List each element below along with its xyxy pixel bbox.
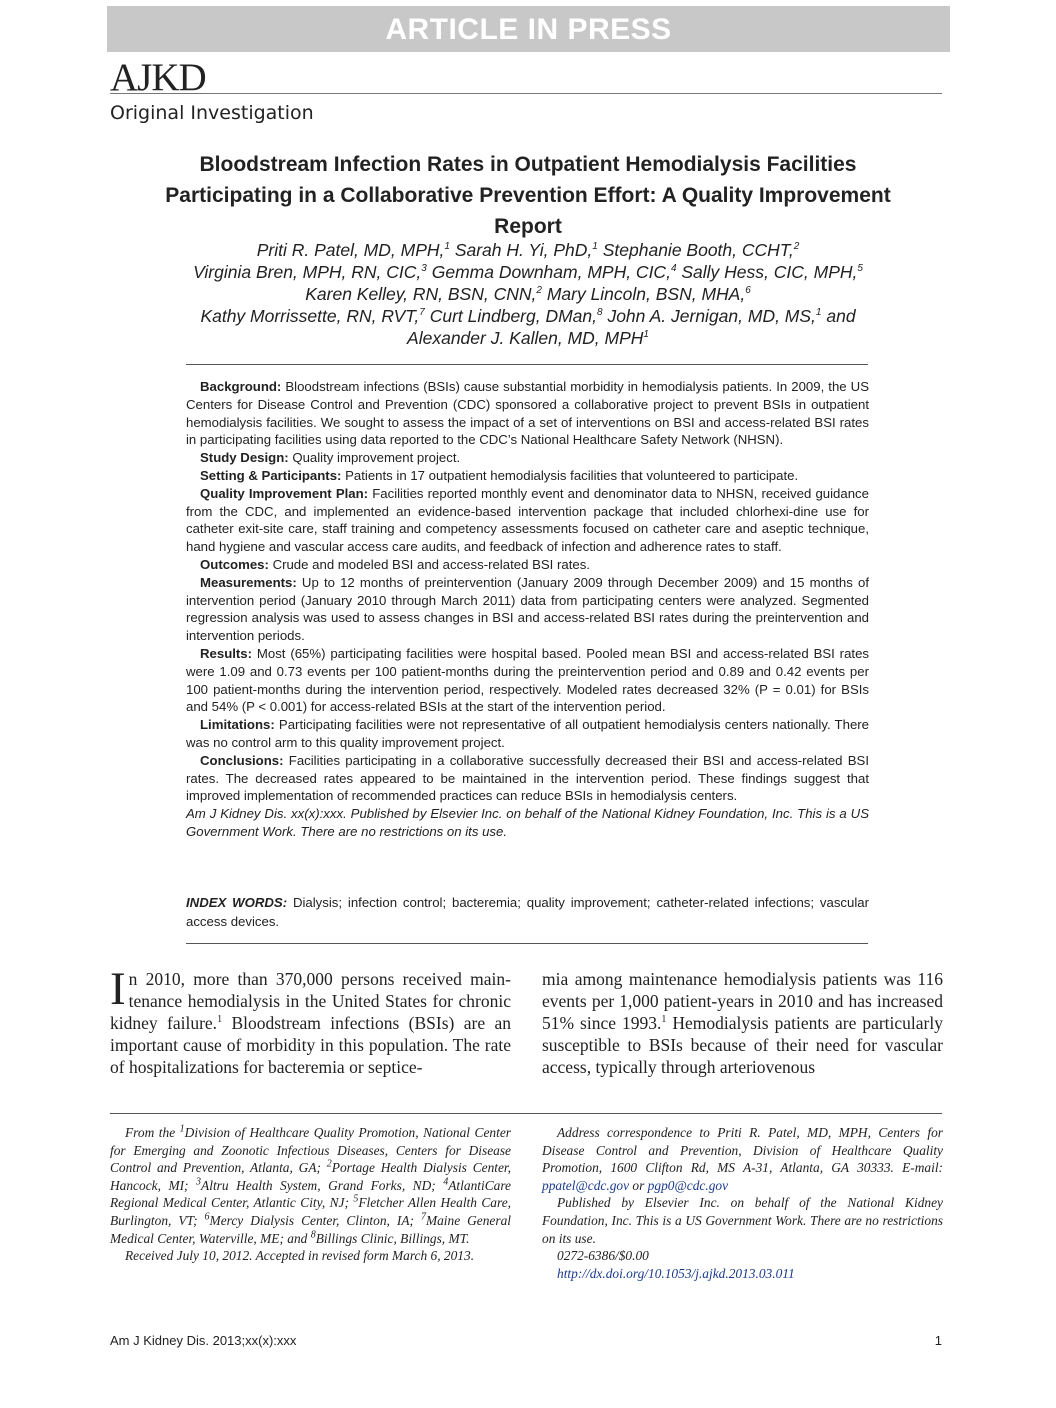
email-link[interactable]: ppatel@cdc.gov <box>542 1177 630 1193</box>
footnote-divider <box>110 1113 942 1114</box>
abstract-top-rule <box>186 364 868 365</box>
abstract-label: Limitations: <box>200 717 275 733</box>
abstract-text: Quality improvement project. <box>292 450 461 466</box>
body-text: Bloodstream infections (BSIs) are an important cause of morbidity in this population. The rate of hospitalizations for bacteremia or septice- <box>110 1013 511 1077</box>
abstract-label: Conclusions: <box>200 752 284 768</box>
abstract-label: Study Design: <box>200 450 289 466</box>
affiliation-marker: 4 <box>443 1176 449 1188</box>
page-number: 1 <box>934 1333 942 1348</box>
affiliation-marker: 4 <box>670 263 677 275</box>
abstract-text: Up to 12 months of preintervention (January 2009 through December 2009) and 15 months of intervention period (January 2010 through March 2011) data from participating centers were analyzed. Segmented regression analysis was used to assess changes in BSI and access-related BSI rates during the preintervention and intervention periods. <box>186 574 869 644</box>
received-dates: Received July 10, 2012. Accepted in revised form March 6, 2013. <box>125 1248 475 1264</box>
body-text: Hemodialysis patients are particularly susceptible to BSIs because of their need for vascular access, typically through arteriovenous <box>542 1013 943 1077</box>
footnote-text: Billings Clinic, Billings, MT. <box>315 1230 470 1246</box>
body-text: n 2010, more than 370,000 persons received main-tenance hemodialysis in the United States for chronic kidney failure. <box>110 969 511 1033</box>
affiliation-marker: 5 <box>353 1193 359 1205</box>
index-words-text: Dialysis; infection control; bacteremia; quality improvement; catheter-related infections; vascular access devices. <box>186 895 869 929</box>
footnote-text: Maine General Medical Center, Waterville, ME; and <box>110 1212 511 1246</box>
journal-logo: AJKD <box>110 56 206 99</box>
issn-price: 0272-6386/$0.00 <box>557 1248 649 1264</box>
abstract-study-design <box>186 449 869 467</box>
affiliation-marker: 1 <box>815 307 822 319</box>
reference-marker: 1 <box>217 1014 223 1026</box>
abstract-text: Crude and modeled BSI and access-related BSI rates. <box>272 556 590 572</box>
affiliation-marker: 2 <box>793 241 800 253</box>
affiliations <box>110 1124 511 1247</box>
abstract-text: Facilities reported monthly event and denominator data to NHSN, received guidance from the CDC, and implemented an evidence-based intervention package that included chlorhexi-dine use for catheter exit-site care, staff training and competency assessments focused on catheter care and aseptic technique, hand hygiene and vascular access care audits, and feedback of infection and adherence rates to staff. <box>186 485 869 555</box>
abstract-results <box>186 645 869 716</box>
affiliation-marker: 6 <box>745 285 751 297</box>
section-label: Original Investigation <box>110 102 314 124</box>
affiliation-marker: 3 <box>421 263 427 275</box>
footnote-text: Fletcher Allen Health Care, Burlington, VT; <box>110 1195 511 1228</box>
author-name: Curt Lindberg, DMan, <box>429 306 598 326</box>
abstract-text: Facilities participating in a collaborative successfully decreased their BSI and access-related BSI rates. The decreased rates appeared to be maintained in the intervention period. These findings suggest that improved implementation of recommended practices can reduce BSIs in hemodialysis centers. <box>186 752 869 804</box>
author-name: Alexander J. Kallen, MD, MPH <box>407 328 644 348</box>
footnote-text: From the <box>125 1125 180 1140</box>
author-name: Sarah H. Yi, PhD, <box>454 240 593 260</box>
abstract-plan <box>186 485 869 556</box>
footnote-text: AtlantiCare Regional Medical Center, Atlantic City, NJ; <box>110 1177 511 1211</box>
correspondence-address <box>542 1124 943 1194</box>
affiliation-marker: 7 <box>420 1211 426 1223</box>
abstract-text: Participating facilities were not representative of all outpatient hemodialysis centers nationally. There was no control arm to this quality improvement project. <box>186 717 870 750</box>
author-name: Karen Kelley, RN, BSN, CNN, <box>305 284 537 304</box>
author-name: Stephanie Booth, CCHT, <box>602 240 794 260</box>
index-words-label: INDEX WORDS: <box>186 895 288 910</box>
footnote-text: Portage Health Dialysis Center, Hancock, MI; <box>110 1160 512 1193</box>
affiliation-marker: 8 <box>310 1229 316 1241</box>
abstract-text: Most (65%) participating facilities were hospital based. Pooled mean BSI and access-related BSI rates were 1.09 and 0.73 events per 100 patient-months during the preintervention period and 0.89 and 0.42 events per 100 patient-months during the intervention period, respectively. Modeled rates decreased 32% (P = 0.01) for BSIs and 54% (P < 0.001) for access-related BSIs at the start of the intervention period. <box>186 645 869 715</box>
index-words <box>186 894 869 931</box>
abstract-background <box>186 378 869 449</box>
abstract-label: Results: <box>200 645 253 661</box>
author-conjunction: and <box>826 306 856 326</box>
author-name: Gemma Downham, MPH, CIC, <box>431 262 671 282</box>
footnote-text: Address correspondence to Priti R. Patel, MD, MPH, Centers for Disease Control and Prevention, Division of Healthcare Quality Promotion, 1600 Clifton Rd, MS A-31, Atlanta, GA 30333. E-mail: <box>542 1125 943 1176</box>
affiliation-marker: 2 <box>326 1158 332 1170</box>
abstract-label: Outcomes: <box>200 556 269 572</box>
author-name: Virginia Bren, MPH, RN, CIC, <box>193 262 422 282</box>
article-in-press-banner: ARTICLE IN PRESS <box>107 6 950 52</box>
abstract-limitations <box>186 716 869 752</box>
affiliation-marker: 6 <box>204 1211 210 1223</box>
abstract-text: Bloodstream infections (BSIs) cause substantial morbidity in hemodialysis patients. In 2009, the US Centers for Disease Control and Prevention (CDC) sponsored a collaborative project to prevent BSIs in outpatient hemodialysis facilities. We sought to assess the impact of a set of interventions on BSI and access-related BSI rates in participating facilities using data reported to the CDC’s National Healthcare Safety Network (NHSN). <box>186 379 869 448</box>
email-link[interactable]: pgp0@cdc.gov <box>647 1177 729 1193</box>
abstract-label: Quality Improvement Plan: <box>200 485 369 501</box>
abstract <box>186 378 869 841</box>
footnote-text: Altru Health System, Grand Forks, ND; <box>201 1177 444 1193</box>
abstract-label: Measurements: <box>200 574 297 590</box>
doi-text[interactable]: http://dx.doi.org/10.1053/j.ajkd.2013.03.011 <box>557 1265 795 1281</box>
footnote-text: or <box>629 1177 648 1193</box>
affiliation-marker: 5 <box>857 263 863 275</box>
author-name: Kathy Morrissette, RN, RVT, <box>200 306 420 326</box>
affiliations-footnote <box>110 1124 511 1265</box>
footnote-text: Mercy Dialysis Center, Clinton, IA; <box>209 1212 421 1228</box>
drop-cap: I <box>110 963 126 1015</box>
author-name: John A. Jernigan, MD, MS, <box>607 306 816 326</box>
publisher-note: Published by Elsevier Inc. on behalf of the National Kidney Foundation, Inc. This is a US Government Work. There are no restrictions on its use. <box>542 1195 943 1246</box>
affiliation-marker: 1 <box>592 241 598 253</box>
abstract-label: Background: <box>200 379 282 394</box>
abstract-bottom-rule <box>186 943 868 944</box>
abstract-outcomes <box>186 556 869 574</box>
header-divider <box>110 93 942 94</box>
body-text: mia among maintenance hemodialysis patients was 116 events per 1,000 patient-years in 2010 and has increased 51% since 1993. <box>542 969 943 1033</box>
affiliation-marker: 2 <box>536 285 542 297</box>
reference-marker: 1 <box>661 1014 667 1026</box>
affiliation-marker: 1 <box>444 241 450 253</box>
correspondence-footnote <box>542 1124 943 1282</box>
body-column-left <box>110 963 511 1078</box>
footnote-text: Division of Healthcare Quality Promotion, National Center for Emerging and Zoonotic Infectious Diseases, Centers for Disease Control and Prevention, Atlanta, GA; <box>110 1125 511 1176</box>
abstract-setting <box>186 467 869 485</box>
footer-citation: Am J Kidney Dis. 2013;xx(x):xxx <box>110 1333 297 1348</box>
article-title: Bloodstream Infection Rates in Outpatient Hemodialysis Facilities Participating in a Collaborative Prevention Effort: A Quality Improvement Report <box>165 153 891 238</box>
doi-link[interactable] <box>542 1265 943 1283</box>
affiliation-marker: 1 <box>179 1123 185 1135</box>
author-name: Sally Hess, CIC, MPH, <box>681 262 858 282</box>
author-name: Mary Lincoln, BSN, MHA, <box>546 284 746 304</box>
abstract-text: Patients in 17 outpatient hemodialysis facilities that volunteered to participate. <box>345 467 799 483</box>
author-list <box>140 239 916 349</box>
abstract-label: Setting & Participants: <box>200 467 342 483</box>
affiliation-marker: 3 <box>196 1176 202 1188</box>
affiliation-marker: 7 <box>419 307 425 319</box>
abstract-citation: Am J Kidney Dis. xx(x):xxx. Published by Elsevier Inc. on behalf of the National Kidney Foundation, Inc. This is a US Government Work. There are no restrictions on its use. <box>186 806 869 839</box>
author-name: Priti R. Patel, MD, MPH, <box>256 240 445 260</box>
body-column-right <box>542 968 943 1078</box>
abstract-conclusions <box>186 752 869 805</box>
abstract-measurements <box>186 574 869 645</box>
affiliation-marker: 8 <box>597 307 603 319</box>
affiliation-marker: 1 <box>643 329 649 341</box>
